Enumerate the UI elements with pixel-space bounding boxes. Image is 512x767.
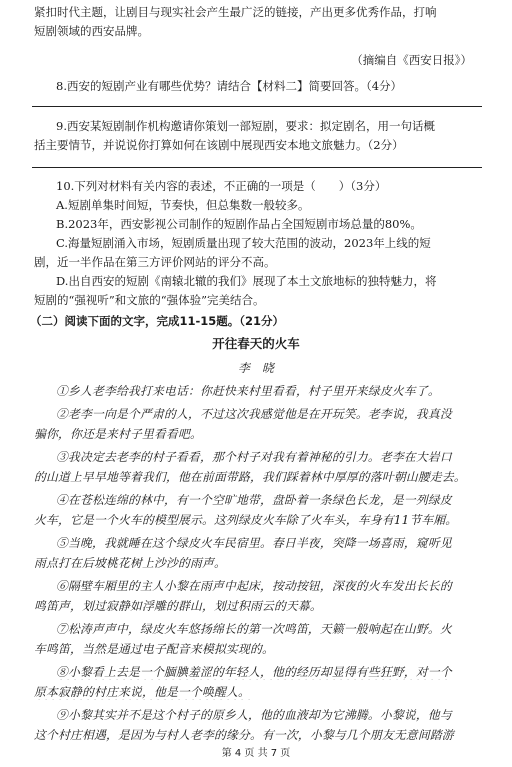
question-9-continued: 括主要情节，并说说你打算如何在该剧中展现西安本地文旅魅力。（2分） <box>34 138 404 152</box>
paragraph-6-continued: 鸣笛声，划过寂静如浮雕的群山，划过积雨云的天幕。 <box>34 599 322 613</box>
option-d-continued: 短剧的“强视听”和文旅的“强体验”完美结合。 <box>34 293 265 307</box>
section-heading: （二）阅读下面的文字，完成11-15题。（21分） <box>30 314 285 328</box>
paragraph-7: ⑦松涛声声中，绿皮火车悠扬绵长的第一次鸣笛，天籁一般响起在山野。火 <box>56 622 452 636</box>
option-c: C.海量短剧涌入市场，短剧质量出现了较大范围的波动，2023年上线的短 <box>56 236 431 250</box>
paragraph-9-continued: 这个村庄相遇，是因为与村人老李的缘分。有一次，小黎与几个朋友无意间踏游 <box>34 728 454 742</box>
paragraph-8 <box>34 664 478 680</box>
passage-author: 李 晓 <box>238 361 274 375</box>
underlined-sentence: 原本寂静的村庄来说，他是一个唤醒人。 <box>34 685 250 699</box>
paragraph-5-continued: 雨点打在后坡桃花树上沙沙的雨声。 <box>34 556 226 570</box>
question-8: 8.西安的短剧产业有哪些优势？请结合【材料二】简要回答。（4分） <box>56 79 403 93</box>
question-9: 9.西安某短剧制作机构邀请你策划一部短剧，要求：拟定剧名，用一句话概 <box>56 119 435 133</box>
paragraph-9: ⑨小黎其实并不是这个村子的原乡人，他的血液却为它沸腾。小黎说，他与 <box>56 708 452 722</box>
page-number: 第 4 页 共 7 页 <box>221 748 291 759</box>
paragraph-8-continued <box>34 684 478 700</box>
paragraph-5: ⑤当晚，我就睡在这个绿皮火车民宿里。春日半夜，突降一场喜雨，窥听见 <box>56 536 452 550</box>
option-d: D.出自西安的短剧《南辕北辙的我们》展现了本土文旅地标的独特魅力，将 <box>56 274 437 288</box>
text-line: 紧扣时代主题，让剧目与现实社会产生最广泛的链接，产出更多优秀作品，打响 <box>34 5 437 19</box>
paragraph-3-continued: 的山道上早早地等着我们，他在前面带路，我们踩着林中厚厚的落叶朝山腰走去。 <box>34 470 466 484</box>
answer-line[interactable] <box>32 167 482 168</box>
source-citation: （摘编自《西安日报》） <box>351 53 472 67</box>
text-line: 短剧领域的西安品牌。 <box>34 24 149 38</box>
paragraph-2: ②老李一向是个严肃的人，不过这次我感觉他是在开玩笑。老李说，我真没 <box>56 407 452 421</box>
paragraph-4: ④在苍松连绵的林中，有一个空旷地带，盘卧着一条绿色长龙，是一列绿皮 <box>56 493 452 507</box>
option-a: A.短剧单集时间短，节奏快，但总集数一般较多。 <box>56 198 310 212</box>
paragraph-6: ⑥隔壁车厢里的主人小黎在雨声中起床，按动按钮，深夜的火车发出长长的 <box>56 579 452 593</box>
paragraph-1: ①乡人老李给我打来电话：你赶快来村里看看，村子里开来绿皮火车了。 <box>56 384 440 398</box>
paragraph-3: ③我决定去老李的村子看看，那个村子对我有着神秘的引力。老李在大岩口 <box>56 450 452 464</box>
question-10: 10.下列对材料有关内容的表述，不正确的一项是（ ）（3分） <box>56 179 387 193</box>
answer-line[interactable] <box>32 106 482 107</box>
paragraph-4-continued: 火车，它是一个火车的模型展示。这列绿皮火车除了火车头，车身有11节车厢。 <box>34 513 458 527</box>
option-c-continued: 剧，近一半作品在第三方评价网站的评分不高。 <box>34 255 276 269</box>
paragraph-2-continued: 骗你，你还是来村子里看看吧。 <box>34 427 202 441</box>
passage-title: 开往春天的火车 <box>212 336 300 351</box>
paragraph-7-continued: 车鸣笛，当然是通过电子配音来模拟实现的。 <box>34 642 274 656</box>
underlined-sentence: ⑧小黎看上去是一个腼腆羞涩的年轻人，他的经历却显得有些狂野，对一个 <box>56 665 452 679</box>
option-b: B.2023年，西安影视公司制作的短剧作品占全国短剧市场总量的80%。 <box>56 217 422 231</box>
